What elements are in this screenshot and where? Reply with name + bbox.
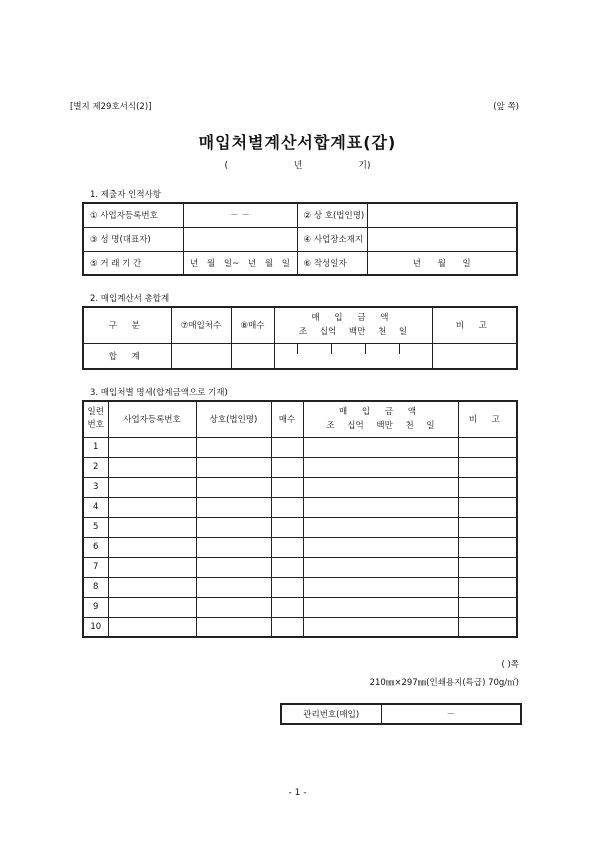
company-cell[interactable] <box>196 597 271 617</box>
table-row <box>83 617 517 637</box>
count-header: ⑧매수 <box>231 307 274 343</box>
table-row <box>83 517 517 537</box>
table-row <box>83 557 517 577</box>
serial-number: 4 <box>83 497 108 517</box>
company-cell[interactable] <box>196 457 271 477</box>
remarks-cell[interactable] <box>458 577 517 597</box>
biz-no-cell[interactable] <box>108 517 196 537</box>
serial-number: 7 <box>83 557 108 577</box>
paper-spec: 210㎜×297㎜(인쇄용지(특급) 70g/㎡) <box>369 678 519 688</box>
amount-cell[interactable] <box>303 477 458 497</box>
total-row-label: 합 계 <box>83 343 171 369</box>
biz-no-cell[interactable] <box>108 617 196 637</box>
amount-header-title: 매 입 금 액 <box>311 313 395 324</box>
serial-number: 1 <box>83 437 108 457</box>
suppliers-header: ⑦매입처수 <box>171 307 231 343</box>
amount-cell[interactable] <box>303 497 458 517</box>
total-amount-field[interactable] <box>274 343 432 369</box>
count-cell[interactable] <box>271 437 303 457</box>
serial-number: 2 <box>83 457 108 477</box>
amount-header <box>274 307 432 343</box>
biz-no-cell[interactable] <box>108 597 196 617</box>
total-count-field[interactable] <box>231 343 274 369</box>
period-label: ⑤ 거 래 기 간 <box>83 251 183 275</box>
amount-cell[interactable] <box>303 517 458 537</box>
total-suppliers-field[interactable] <box>171 343 231 369</box>
company-cell[interactable] <box>196 617 271 637</box>
address-label: ④ 사업장소재지 <box>297 227 367 251</box>
section2-heading: 2. 매입계산서 총합계 <box>90 294 170 304</box>
amount-cell[interactable] <box>303 537 458 557</box>
remarks-cell[interactable] <box>458 497 517 517</box>
amount-cell[interactable] <box>303 557 458 577</box>
company-cell[interactable] <box>196 477 271 497</box>
document-subtitle <box>0 158 595 171</box>
count-cell[interactable] <box>271 517 303 537</box>
remarks-cell[interactable] <box>458 457 517 477</box>
remarks-header: 비 고 <box>432 307 517 343</box>
biz-no-cell[interactable] <box>108 477 196 497</box>
date-label: ⑥ 작성일자 <box>297 251 367 275</box>
count-cell[interactable] <box>271 497 303 517</box>
amount-cell[interactable] <box>303 577 458 597</box>
page-number: - 1 - <box>288 788 307 798</box>
serial-number: 3 <box>83 477 108 497</box>
company-cell[interactable] <box>196 577 271 597</box>
section3-heading: 3. 매입처별 명세(합계금액으로 기재) <box>90 388 228 398</box>
biz-no-field[interactable]: － － <box>183 203 297 227</box>
serial-header-line2: 번호 <box>87 420 104 431</box>
remarks-cell[interactable] <box>458 517 517 537</box>
category-header: 구 분 <box>83 307 171 343</box>
remarks-cell[interactable] <box>458 617 517 637</box>
purchase-total-table <box>82 306 518 370</box>
name-label: ③ 성 명(대표자) <box>83 227 183 251</box>
address-field[interactable] <box>367 227 517 251</box>
company-cell[interactable] <box>196 497 271 517</box>
biz-no-cell[interactable] <box>108 557 196 577</box>
submitter-info-table <box>82 202 518 276</box>
amount-header-units: 조 십억 백만 천 일 <box>298 327 408 338</box>
company-header: 상호(법인명) <box>196 401 271 437</box>
biz-no-label: ① 사업자등록번호 <box>83 203 183 227</box>
company-cell[interactable] <box>196 557 271 577</box>
amount-cell[interactable] <box>303 597 458 617</box>
serial-header-line1: 일련 <box>87 407 104 418</box>
count-cell[interactable] <box>271 457 303 477</box>
company-field[interactable] <box>367 203 517 227</box>
count-cell[interactable] <box>271 597 303 617</box>
count-cell[interactable] <box>271 577 303 597</box>
serial-number: 5 <box>83 517 108 537</box>
table-row <box>83 597 517 617</box>
remarks-cell[interactable] <box>458 597 517 617</box>
amount-header-title: 매 입 금 액 <box>339 407 422 418</box>
period-field[interactable]: 년 월 일~ 년 월 일 <box>183 251 297 275</box>
company-cell[interactable] <box>196 437 271 457</box>
amount-cell[interactable] <box>303 437 458 457</box>
serial-number: 6 <box>83 537 108 557</box>
table-row <box>83 457 517 477</box>
remarks-cell[interactable] <box>458 537 517 557</box>
page-side-label: (앞 쪽) <box>493 102 519 112</box>
subtitle-open: ( <box>224 161 229 171</box>
count-cell[interactable] <box>271 617 303 637</box>
serial-number: 8 <box>83 577 108 597</box>
table-row <box>83 537 517 557</box>
serial-header <box>83 401 108 437</box>
amount-cell[interactable] <box>303 457 458 477</box>
count-cell[interactable] <box>271 477 303 497</box>
remarks-cell[interactable] <box>458 477 517 497</box>
table-row <box>83 577 517 597</box>
company-cell[interactable] <box>196 537 271 557</box>
name-field[interactable] <box>183 227 297 251</box>
serial-number: 9 <box>83 597 108 617</box>
amount-cell[interactable] <box>303 617 458 637</box>
biz-no-cell[interactable] <box>108 537 196 557</box>
biz-no-header: 사업자등록번호 <box>108 401 196 437</box>
table-row <box>83 497 517 517</box>
remarks-header: 비 고 <box>458 401 517 437</box>
mgmt-no-field[interactable]: － <box>381 704 521 724</box>
serial-number: 10 <box>83 617 108 637</box>
form-number: [별지 제29호서식(2)] <box>70 102 152 112</box>
biz-no-cell[interactable] <box>108 457 196 477</box>
count-cell[interactable] <box>271 537 303 557</box>
supplier-detail-table <box>82 400 518 638</box>
table-row <box>83 437 517 457</box>
company-label: ② 상 호(법인명) <box>297 203 367 227</box>
mgmt-no-label: 관리번호(매입) <box>281 704 381 724</box>
amount-header-units: 조 십억 백만 천 일 <box>326 421 435 432</box>
count-cell[interactable] <box>271 557 303 577</box>
document-title: 매입처별계산서합계표(갑) <box>198 133 397 152</box>
company-cell[interactable] <box>196 517 271 537</box>
date-field[interactable]: 년 월 일 <box>367 251 517 275</box>
remarks-cell[interactable] <box>458 557 517 577</box>
biz-no-cell[interactable] <box>108 577 196 597</box>
remarks-cell[interactable] <box>458 437 517 457</box>
biz-no-cell[interactable] <box>108 497 196 517</box>
count-header: 매수 <box>271 401 303 437</box>
management-number-table <box>280 703 522 725</box>
subtitle-year: 년 <box>293 161 303 171</box>
section1-heading: 1. 제출자 인적사항 <box>90 190 161 200</box>
biz-no-cell[interactable] <box>108 437 196 457</box>
subtitle-half: 기) <box>358 161 371 171</box>
table-row <box>83 477 517 497</box>
total-remarks-field[interactable] <box>432 343 517 369</box>
page-count: ( )쪽 <box>501 660 519 670</box>
amount-header <box>303 401 458 437</box>
